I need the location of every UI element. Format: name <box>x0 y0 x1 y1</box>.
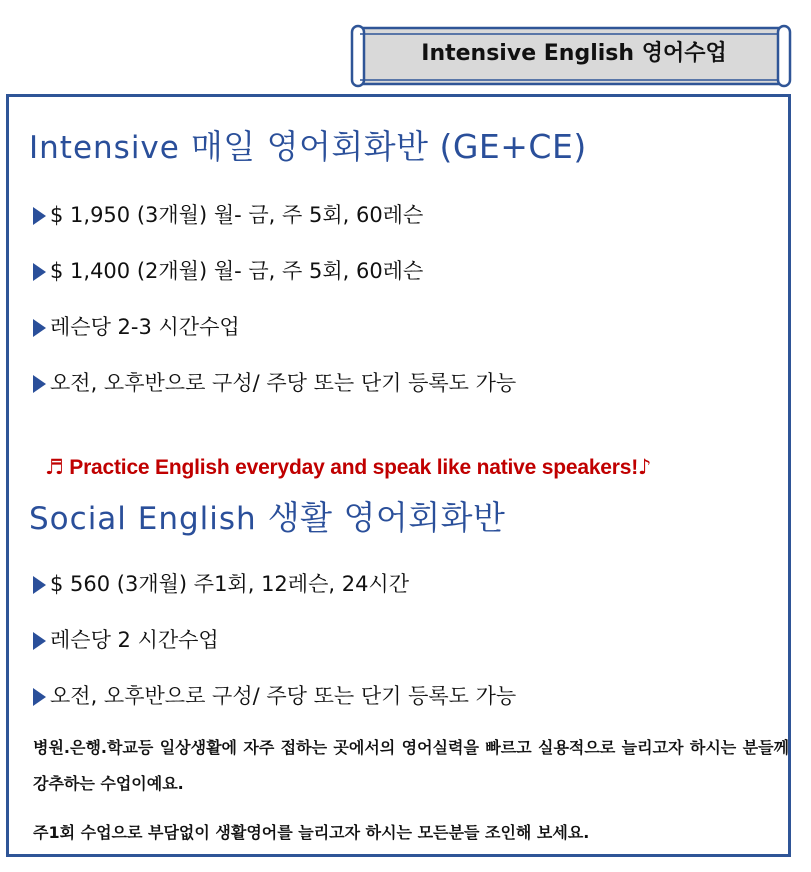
bullet-triangle-icon <box>33 319 46 337</box>
social-closing: 주1회 수업으로 부담없이 생활영어를 늘리고자 하시는 모든분들 조인해 보세요. <box>33 823 590 842</box>
course-card <box>6 94 791 857</box>
social-heading-latin: Social English <box>29 501 257 537</box>
banner-title: Intensive English 영어수업 <box>421 41 727 66</box>
intensive-item-text: $ 1,950 (3개월) 월- 금, 주 5회, 60레슨 <box>50 203 424 227</box>
intensive-item <box>33 312 240 342</box>
slogan <box>45 452 651 482</box>
intensive-item-text: $ 1,400 (2개월) 월- 금, 주 5회, 60레슨 <box>50 259 424 283</box>
social-item <box>33 569 409 599</box>
social-heading <box>29 492 505 539</box>
bullet-triangle-icon <box>33 263 46 281</box>
bullet-triangle-icon <box>33 207 46 225</box>
bullet-triangle-icon <box>33 688 46 706</box>
title-banner <box>350 22 794 90</box>
social-item-text: 오전, 오후반으로 구성/ 주당 또는 단기 등록도 가능 <box>50 684 517 708</box>
intensive-item <box>33 200 423 230</box>
social-heading-korean: 생활 영어회화반 <box>267 498 506 537</box>
intensive-item-text: 레슨당 2-3 시간수업 <box>50 315 240 339</box>
intensive-item-text: 오전, 오후반으로 구성/ 주당 또는 단기 등록도 가능 <box>50 371 517 395</box>
social-item <box>33 625 219 655</box>
bullet-triangle-icon <box>33 576 46 594</box>
intensive-heading <box>29 121 587 168</box>
music-note-icon: ♪ <box>638 455 652 479</box>
social-item-text: 레슨당 2 시간수업 <box>50 628 219 652</box>
intensive-heading-korean: 매일 영어회화반 (GE+CE) <box>190 127 587 166</box>
music-note-icon: ♬ <box>45 455 64 479</box>
intensive-item <box>33 256 423 286</box>
bullet-triangle-icon <box>33 632 46 650</box>
intensive-heading-latin: Intensive <box>29 130 180 166</box>
slogan-text: Practice English everyday and speak like native speakers! <box>69 456 639 479</box>
social-item-text: $ 560 (3개월) 주1회, 12레슨, 24시간 <box>50 572 410 596</box>
bullet-triangle-icon <box>33 375 46 393</box>
social-item <box>33 681 516 711</box>
social-description: 병원.은행.학교등 일상생활에 자주 접하는 곳에서의 영어실력을 빠르고 실용적으로 늘리고자 하시는 분들께 강추하는 수업이예요. <box>33 738 789 793</box>
intensive-item <box>33 368 516 398</box>
